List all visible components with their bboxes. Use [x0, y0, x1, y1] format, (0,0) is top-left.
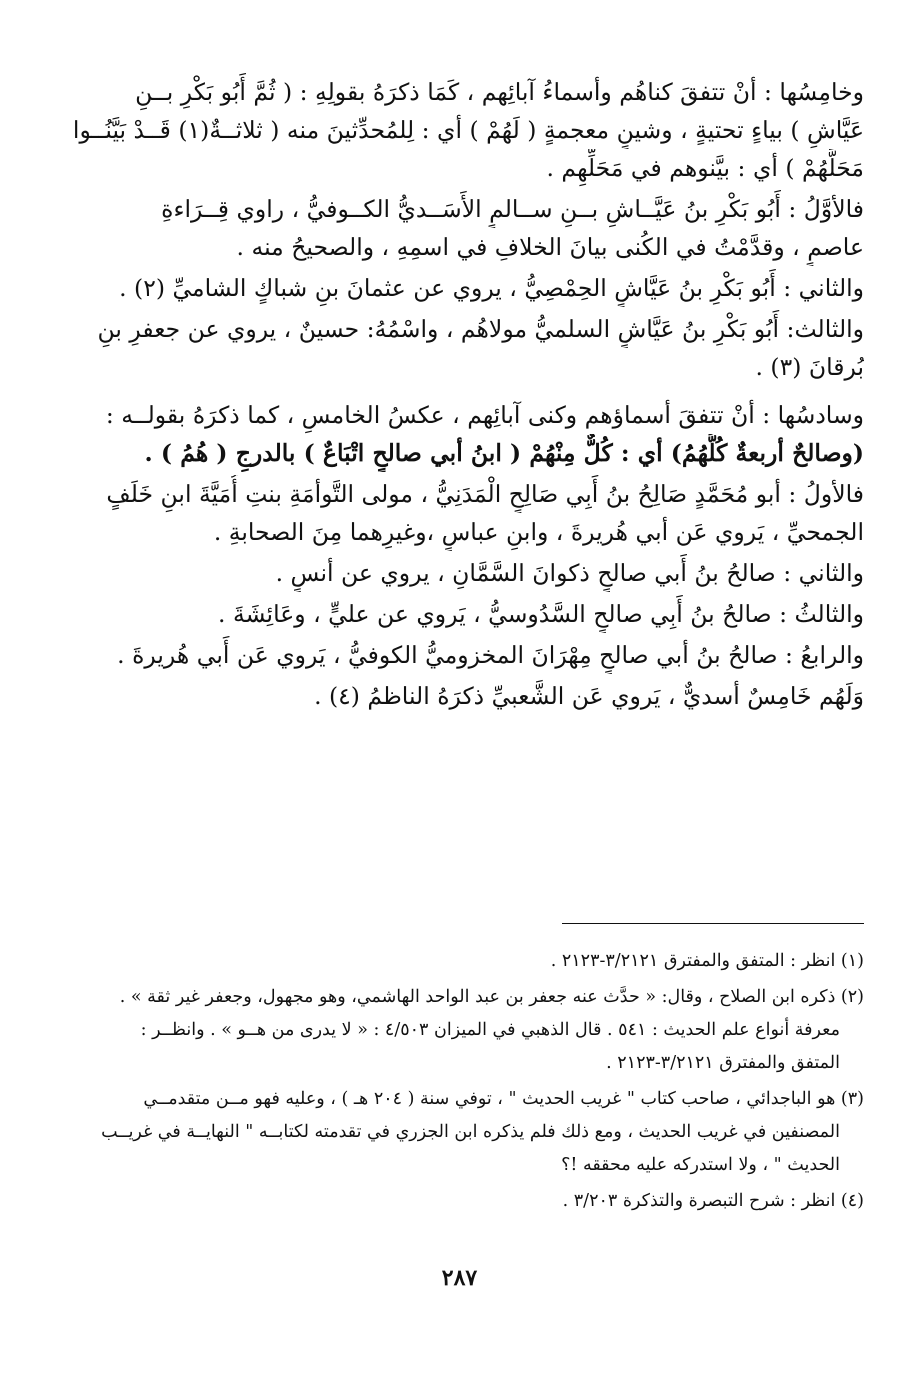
footnote-2 [54, 981, 864, 1080]
text-line: والثاني : صالحُ بنُ أَبي صالحٍ ذكوانَ السَّمَّانِ ، يروي عن أنسٍ . [275, 559, 864, 587]
text-line: والثالثُ : صالحُ بنُ أَبِي صالحٍ السَّدُوسيُّ ، يَروي عن عليٍّ ، وعَائِشَةَ . [218, 600, 864, 628]
footnote-3 [54, 1083, 864, 1182]
text-line: والرابعُ : صالحُ بنُ أبي صالحٍ مِهْرَانَ المخزوميُّ الكوفيُّ ، يَروي عَن أَبي هُريرةَ . [117, 641, 864, 669]
text-line: وخامِسُها : أنْ تتفقَ كناهُم وأسماءُ آبائِهم ، كَمَا ذكرَهُ بقولِهِ : ( ثُمَّ أَبُو بَكْرِ بــنِ [135, 78, 864, 106]
paragraph-sixth-type [54, 396, 864, 472]
text-line: وسادسُها : أنْ تتفقَ أسماؤهم وكنى آبائِهم ، عكسُ الخامسِ ، كما ذكرَهُ بقولــه : [105, 401, 864, 429]
footnote-line: الحديث " ، ولا استدركه عليه محققه !؟ [561, 1155, 840, 1175]
footnote-line: المتفق والمفترق ٣/٢١٢١-٢١٢٣ . [606, 1053, 840, 1073]
text-line: والثالث: أَبُو بَكْرِ بنُ عَيَّاشٍ السلميُّ مولاهُم ، واسْمُهُ: حسينٌ ، يروي عن جعفرِ بنِ [97, 315, 864, 343]
footnote-4 [54, 1185, 864, 1218]
paragraph-fifth-type [54, 73, 864, 187]
text-line: وَلَهُم خَامِسٌ أسديٌّ ، يَروي عَن الشَّعبيِّ ذكرَهُ الناظمُ (٤) . [314, 682, 864, 710]
paragraph-second-salih [54, 554, 864, 592]
footnote-1 [54, 945, 864, 978]
text-line: الجمحيِّ ، يَروي عَن أبي هُريرةَ ، وابنِ عباسٍ ،وغيرِهما مِنَ الصحابةِ . [213, 518, 864, 546]
paragraph-fifth-salih [54, 677, 864, 715]
footnote-line: معرفة أنواع علم الحديث : ٥٤١ . قال الذهبي في الميزان ٤/٥٠٣ : « لا يدرى من هــو » . وانظــر : [140, 1020, 840, 1040]
text-line: مَحَلَّهُمْ ) أي : بيَّنوهم في مَحَلِّهِم . [546, 154, 864, 182]
text-line: فالأوَّلُ : أَبُو بَكْرِ بنُ عَيَّــاشِ بــنِ ســالمٍ الأَسَــديُّ الكــوفيُّ ، راوي قِــرَاءةِ [161, 195, 864, 223]
footnote-line: المصنفين في غريب الحديث ، ومع ذلك فلم يذكره ابن الجزري في تقدمته لكتابــه " النهايــة في غريــب [101, 1122, 840, 1142]
footnote-line: (١) انظر : المتفق والمفترق ٣/٢١٢١-٢١٢٣ . [550, 951, 864, 971]
footnote-line: (٣) هو الباجدائي ، صاحب كتاب " غريب الحديث " ، توفي سنة ( ٢٠٤ هـ ) ، وعليه فهو مــن متقدمــي [143, 1089, 864, 1109]
text-line: عَيَّاشِ ) بياءٍ تحتيةٍ ، وشينٍ معجمةٍ ( لَهُمْ ) أي : لِلمُحدِّثينَ منه ( ثلاثــةٌ(١) قَــدْ بَيَّنُــوا [72, 116, 864, 144]
footnotes [54, 945, 864, 1218]
footnote-line: (٤) انظر : شرح التبصرة والتذكرة ٣/٢٠٣ . [562, 1191, 864, 1211]
paragraph-first-abu-bakr [54, 190, 864, 266]
paragraph-third-salih [54, 595, 864, 633]
footnote-separator [562, 923, 864, 924]
text-line: والثاني : أَبُو بَكْرِ بنُ عَيَّاشٍ الحِمْصِيُّ ، يروي عن عثمانَ بنِ شباكٍ الشاميِّ (٢) . [119, 274, 864, 302]
text-line: (وصالحٌ أربعةٌ كُلُّهُمُ) أي : كُلٌّ مِنْهُمْ ( ابنُ أبي صالحٍ اتْبَاعٌ ) بالدرجِ ( هُمُ ) . [144, 439, 864, 467]
paragraph-third-abu-bakr [54, 310, 864, 386]
main-text [54, 70, 864, 715]
page-number: ٢٨٧ [441, 1265, 478, 1291]
paragraph-fourth-salih [54, 636, 864, 674]
text-line: فالأولُ : أبو مُحَمَّدٍ صَالِحُ بنُ أَبِي صَالِحٍ الْمَدَنِيُّ ، مولى التَّوأمَةِ بنتِ أُمَيَّةَ ابنِ خَلَفٍ [106, 480, 864, 508]
text-line: عاصمٍ ، وقدَّمْتُ في الكُنى بيانَ الخلافِ في اسمِهِ ، والصحيحُ منه . [236, 233, 864, 261]
text-line: بُرقانَ (٣) . [755, 353, 864, 381]
footnote-line: (٢) ذكره ابن الصلاح ، وقال: « حدَّث عنه جعفر بن عبد الواحد الهاشمي، وهو مجهول، وجعفر غير ثقة » . [119, 987, 864, 1007]
paragraph-second-abu-bakr [54, 269, 864, 307]
paragraph-first-salih [54, 475, 864, 551]
